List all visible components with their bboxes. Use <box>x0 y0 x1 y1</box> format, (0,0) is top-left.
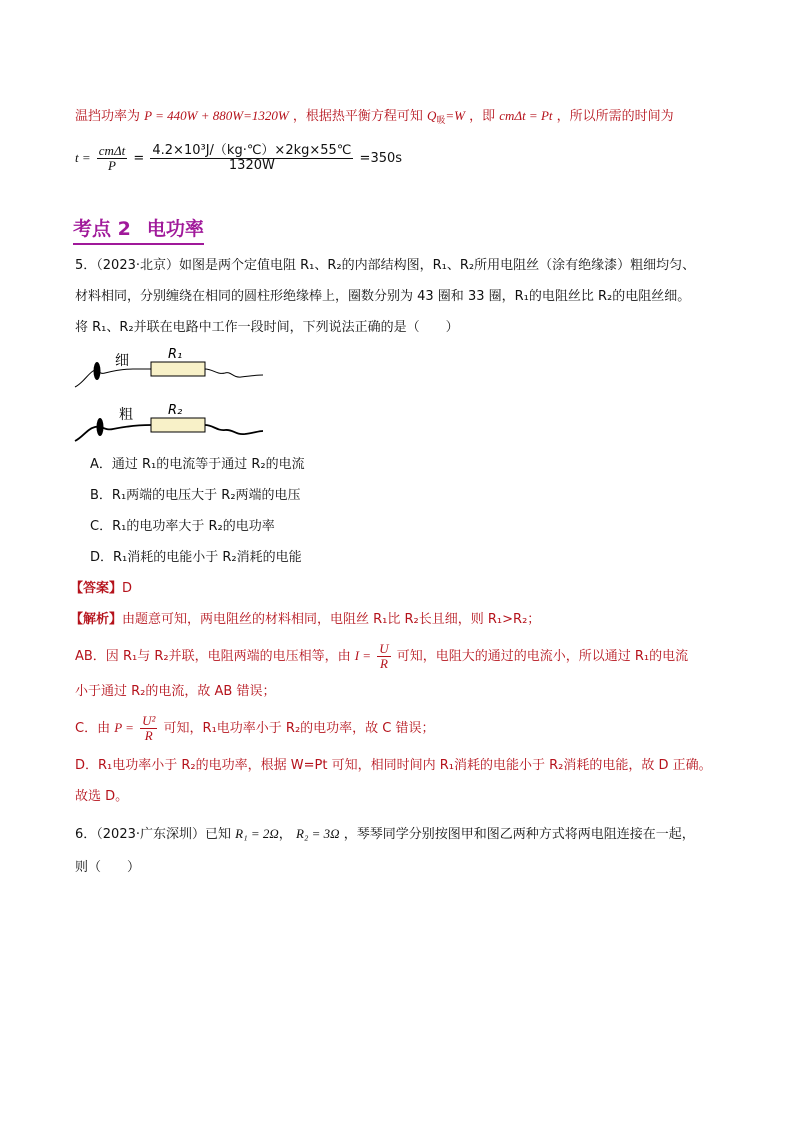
fraction-u-over-r <box>377 642 390 671</box>
intro-line-1 <box>75 106 674 131</box>
fraction-u2: U² <box>142 713 156 728</box>
section-heading <box>73 216 204 245</box>
q6-r1-value: R₁ = 2Ω <box>235 826 279 841</box>
formula-heat: cmΔt = Pt <box>499 108 553 123</box>
formula-power: P = 440W + 880W=1320W <box>144 108 289 123</box>
q5-line-2: 材料相同，分别缠绕在相同的圆柱形绝缘棒上，圈数分别为 43 圈和 33 圈，R₁的电阻丝比 R₂的电阻丝细。 <box>75 289 691 304</box>
q5-analysis-line-4 <box>75 710 435 747</box>
thick-wire-insulator <box>97 418 104 436</box>
q6-text-a: 6．（2023·广东深圳）已知 <box>75 827 231 842</box>
fraction-cmdt-over-p <box>97 144 127 173</box>
intro-text-c: ，即 <box>469 109 496 124</box>
q5-answer-line <box>70 579 132 599</box>
q5-analysis-line-2 <box>75 638 688 675</box>
intro-line-2 <box>75 142 402 175</box>
section-label: 考点 2 <box>73 218 131 240</box>
thick-wire-left <box>75 425 151 441</box>
r1-resistor-body <box>151 362 205 376</box>
q5-line-1: 5．（2023·北京）如图是两个定值电阻 R₁、R₂的内部结构图，R₁、R₂所用电阻丝（涂有绝缘漆）粗细均匀、 <box>75 258 696 273</box>
analysis-tag: 【解析】 <box>70 612 123 627</box>
q5-line-3: 将 R₁、R₂并联在电路中工作一段时间，下列说法正确的是（ ） <box>75 320 459 335</box>
analysis-text-4a: C．由 <box>75 721 111 736</box>
fraction-numerator: cmΔt <box>98 143 126 158</box>
formula-current: I = <box>354 648 372 663</box>
q5-option-a: A．通过 R₁的电流等于通过 R₂的电流 <box>90 457 305 472</box>
label-r1: R₁ <box>168 347 183 362</box>
symbol-q: Q <box>426 108 437 123</box>
analysis-text-1: 由题意可知，两电阻丝的材料相同，电阻丝 R₁比 R₂长且细，则 R₁>R₂； <box>122 612 541 627</box>
analysis-text-2a: AB．因 R₁与 R₂并联，电阻两端的电压相等，由 <box>75 649 351 664</box>
fraction-values-numerator: 4.2×10³J/（kg·℃）×2kg×55℃ <box>152 143 352 158</box>
q6-separator: ， <box>278 827 292 842</box>
analysis-text-2b: 可知，电阻大的通过的电流小，所以通过 R₁的电流 <box>396 649 689 664</box>
thin-wire-right <box>205 369 263 377</box>
r2-resistor-body <box>151 418 205 432</box>
formula-power-p: P = <box>114 720 134 735</box>
intro-text-a: 温挡功率为 <box>75 109 141 124</box>
thin-wire-insulator <box>94 362 101 380</box>
thick-wire-right <box>205 425 263 434</box>
q6-line-1 <box>75 824 695 845</box>
fraction-u: U <box>379 641 389 656</box>
q5-analysis-line-6: 故选 D。 <box>75 789 129 804</box>
resistor-structure-figure <box>73 345 273 445</box>
q5-option-b: B．R₁两端的电压大于 R₂两端的电压 <box>90 488 301 503</box>
label-thick: 粗 <box>119 407 133 423</box>
fraction-values <box>150 144 353 173</box>
q5-analysis-line-5: D．R₁电功率小于 R₂的电功率，根据 W=Pt 可知，相同时间内 R₁消耗的电能小于 R₂消耗的电能，故 D 正确。 <box>75 758 712 773</box>
section-title: 电功率 <box>146 218 204 240</box>
q5-option-d: D．R₁消耗的电能小于 R₂消耗的电能 <box>90 550 302 565</box>
answer-tag: 【答案】 <box>70 581 123 596</box>
q5-analysis-line-1 <box>70 610 540 630</box>
analysis-text-4b: 可知，R₁电功率小于 R₂的电功率，故 C 错误； <box>163 721 435 736</box>
thin-wire-left <box>75 369 151 387</box>
symbol-q-sub: 吸 <box>436 116 446 126</box>
intro-text-b: ，根据热平衡方程可知 <box>292 109 423 124</box>
time-lhs: t = <box>75 150 91 165</box>
q5-option-c: C．R₁的电功率大于 R₂的电功率 <box>90 519 275 534</box>
symbol-q-eq: =W <box>445 108 465 123</box>
time-result: =350s <box>359 151 403 166</box>
q6-r2-value: R₂ = 3Ω <box>295 826 340 841</box>
label-r2: R₂ <box>168 403 183 418</box>
fraction-values-denominator: 1320W <box>228 158 275 173</box>
equals-sign: = <box>133 151 145 166</box>
fraction-denominator: P <box>108 158 116 173</box>
q5-analysis-line-3: 小于通过 R₂的电流，故 AB 错误； <box>75 684 276 699</box>
label-thin: 细 <box>115 353 129 369</box>
fraction-u2-over-r <box>140 714 157 743</box>
intro-text-d: ，所以所需的时间为 <box>556 109 674 124</box>
q6-text-b: ，琴琴同学分别按图甲和图乙两种方式将两电阻连接在一起， <box>343 827 695 842</box>
q6-line-2: 则（ ） <box>75 860 141 875</box>
answer-value: D <box>122 581 133 596</box>
fraction-r-2: R <box>144 728 153 743</box>
fraction-r: R <box>379 656 388 671</box>
